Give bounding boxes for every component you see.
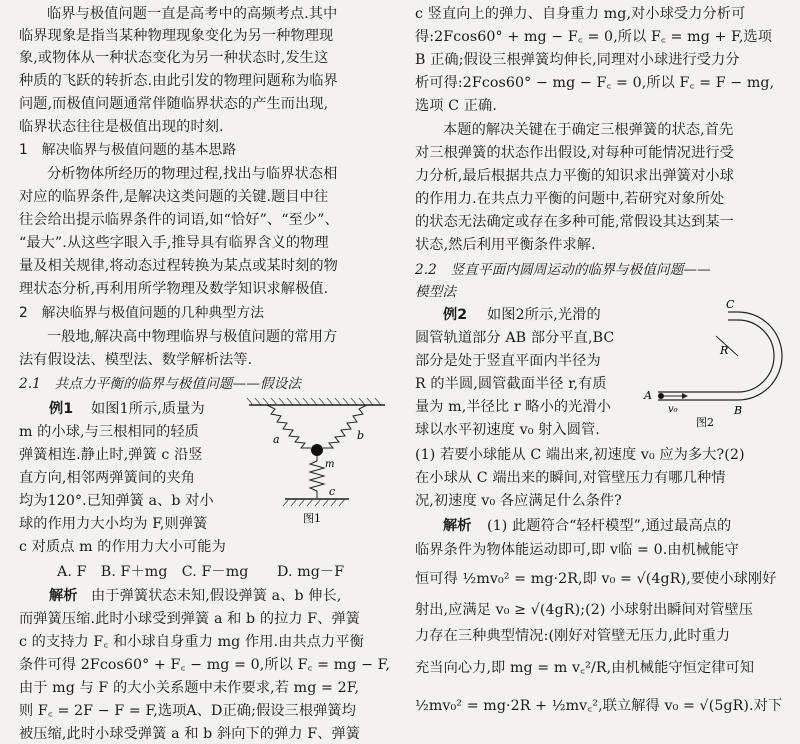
label-c: c: [329, 485, 336, 498]
section-1-line: 量及相关规律,将动态过程转换为某点或某时刻的物: [19, 258, 338, 274]
example-2-line: R 的半圆,圆管截面半径 r,有质: [415, 376, 607, 392]
analysis-2-line: 射出,应满足 v₀ ≥ √(4gR);(2) 小球射出瞬间对管壁压: [415, 602, 754, 618]
question-line: 在小球从 C 端出来的瞬间,对管壁压力有哪几种情: [415, 470, 726, 486]
intro-line: 临界与极值问题一直是高考中的高频考点.其中: [47, 6, 338, 22]
example-1-line: 直方向,相邻两弹簧间的夹角: [19, 470, 196, 486]
section-2-2-heading: 2.2 竖直平面内圆周运动的临界与极值问题——: [415, 262, 711, 278]
section-2-line: 一般地,解决高中物理临界与极值问题的常用方: [47, 329, 338, 345]
ball-m: [311, 444, 323, 456]
intro-line: 临界状态往往是极值出现的时刻.: [19, 119, 224, 135]
analysis-line: 条件可得 2Fcos60° + F꜀ − mg = 0,所以 F꜀ = mg − F,: [19, 657, 391, 673]
label-C: C: [726, 300, 735, 311]
section-1-line: 理状态分析,再利用所学物理及数学知识求解极值.: [19, 281, 329, 297]
analysis-2-label: 解析: [443, 518, 472, 534]
example-2-line: 如图2所示,光滑的: [487, 307, 601, 323]
analysis-line: c 的支持力 F꜀ 和小球自身重力 mg 作用.由共点力平衡: [19, 634, 364, 650]
intro-line: 种质的飞跃的转折态.由此引发的物理问题称为临界: [19, 73, 338, 89]
section-1-line: 对应的临界条件,是解决这类问题的关键.题目中往: [19, 189, 329, 205]
example-1-line: 球的作用力大小均为 F,则弹簧: [19, 516, 208, 532]
example-1-line: 弹簧相连.静止时,弹簧 c 沿竖: [19, 447, 203, 463]
example-2-line: 圆管轨道部分 AB 部分平直,BC: [415, 330, 615, 346]
analysis-2-line: 临界条件为物体能运动即可,即 v临 = 0.由机械能守: [415, 542, 739, 558]
analysis-line: 而弹簧压缩.此时小球受到弹簧 a 和 b 的拉力 F、弹簧: [19, 611, 361, 627]
label-A: A: [644, 389, 652, 402]
analysis-line: 则 F꜀ = 2F − F = F,选项A、D正确;假设三根弹簧均: [19, 703, 356, 719]
continued-line: 选项 C 正确.: [415, 98, 497, 114]
example-1-line: 如图1所示,质量为: [91, 401, 205, 417]
intro-line: 临界现象是指当某种物理现象变化为另一种物理现: [19, 28, 334, 44]
spring-c: [310, 455, 324, 498]
continued-line: B 正确;假设三根弹簧均伸长,同理对小球进行受力分: [415, 52, 740, 68]
section-1-heading: 1 解决临界与极值问题的基本思路: [19, 142, 237, 158]
section-1-line: 往会给出提示临界条件的词语,如“恰好”、“至少”、: [19, 212, 339, 228]
intro-line: 问题,而极值问题通常伴随临界状态的产生而出现,: [19, 96, 329, 112]
continued-line: 得:2Fcos60° + mg − F꜀ = 0,所以 F꜀ = mg + F,选项: [415, 29, 773, 45]
analysis-2-line: ½mv₀² = mg·2R + ½mv꜀²,联立解得 v₀ = √(5gR).对下: [415, 698, 783, 714]
question-line: (1) 若要小球能从 C 端出来,初速度 v₀ 应为多大?(2): [415, 447, 745, 463]
continued-line: 析可得:2Fcos60° − mg − F꜀ = 0,所以 F꜀ = F − mg,: [415, 75, 775, 91]
key-line: 本题的解决关键在于确定三根弹簧的状态,首先: [443, 122, 734, 138]
section-2-line: 法有假设法、模型法、数学解析法等.: [19, 352, 253, 368]
figure-2-caption: 图2: [696, 416, 714, 429]
section-1-line: 分析物体所经历的物理过程,找出与临界状态相: [47, 166, 338, 182]
figure-1: [245, 395, 395, 530]
label-B: B: [734, 404, 743, 417]
label-m: m: [325, 459, 335, 470]
example-2-label: 例2: [443, 307, 468, 323]
analysis-line: 由于弹簧状态未知,假设弹簧 a、b 伸长,: [91, 588, 342, 604]
intro-line: 象,或物体从一种状态变化为另一种状态时,发生这: [19, 50, 329, 66]
key-line: 状态,然后利用平衡条件求解.: [415, 237, 596, 253]
example-1-line: 均为120°.已知弹簧 a、b 对小: [19, 493, 214, 509]
key-line: 的作用力.在共点力平衡的问题中,若研究对象所处: [415, 191, 725, 207]
analysis-2-line: (1) 此题符合“轻杆模型”,通过最高点的: [487, 518, 732, 534]
example-2-line: 部分是处于竖直平面内半径为: [415, 353, 601, 369]
analysis-2-line: 恒可得 ½mv₀² = mg·2R,即 v₀ = √(4gR),要使小球刚好: [415, 571, 777, 587]
figure-1-caption: 图1: [303, 512, 321, 525]
analysis-label: 解析: [49, 588, 78, 604]
section-1-line: “最大”.从这些字眼入手,推导具有临界含义的物理: [19, 235, 329, 251]
analysis-2-line: 力存在三种典型情况:(刚好对管壁无压力,此时重力: [415, 628, 731, 644]
analysis-line: 被压缩,此时小球受弹簧 a 和 b 斜向下的弹力 F、弹簧: [19, 726, 361, 742]
question-line: 况,初速度 v₀ 各应满足什么条件?: [415, 493, 622, 509]
label-v0: v₀: [668, 404, 678, 415]
section-2-heading: 2 解决临界与极值问题的几种典型方法: [19, 305, 265, 321]
section-2-2-heading-cont: 模型法: [415, 284, 457, 300]
label-b: b: [357, 429, 365, 442]
example-2-line: 量为 m,半径比 r 略小的光滑小: [415, 399, 612, 415]
example-1-line: c 对质点 m 的作用力大小可能为: [19, 539, 226, 555]
analysis-2-line: 充当向心力,即 mg = m v꜀²/R,由机械能守恒定律可知: [415, 660, 755, 676]
key-line: 力分析,最后根据共点力平衡的知识求出弹簧对小球: [415, 168, 734, 184]
example-1-options: A. F B. F＋mg C. F－mg D. mg－F: [57, 564, 345, 580]
example-2-line: 球以水平初速度 v₀ 射入圆管.: [415, 422, 600, 438]
example-1-line: m 的小球,与三根相同的轻质: [19, 424, 199, 440]
analysis-line: 由于 mg 与 F 的大小关系题中未作要求,若 mg = 2F,: [19, 680, 360, 696]
key-line: 对三根弹簧的状态作出假设,对每种可能情况进行受: [415, 145, 734, 161]
label-a: a: [273, 433, 280, 446]
key-line: 的状态无法确定或存在多种可能,常假设其达到某一: [415, 214, 734, 230]
figure-2: [638, 300, 793, 430]
label-R: R: [720, 344, 729, 357]
section-2-1-heading: 2.1 共点力平衡的临界与极值问题——假设法: [19, 376, 302, 392]
continued-line: c 竖直向上的弹力、自身重力 mg,对小球受力分析可: [415, 6, 746, 22]
example-1-label: 例1: [49, 401, 74, 417]
ball: [658, 393, 664, 399]
